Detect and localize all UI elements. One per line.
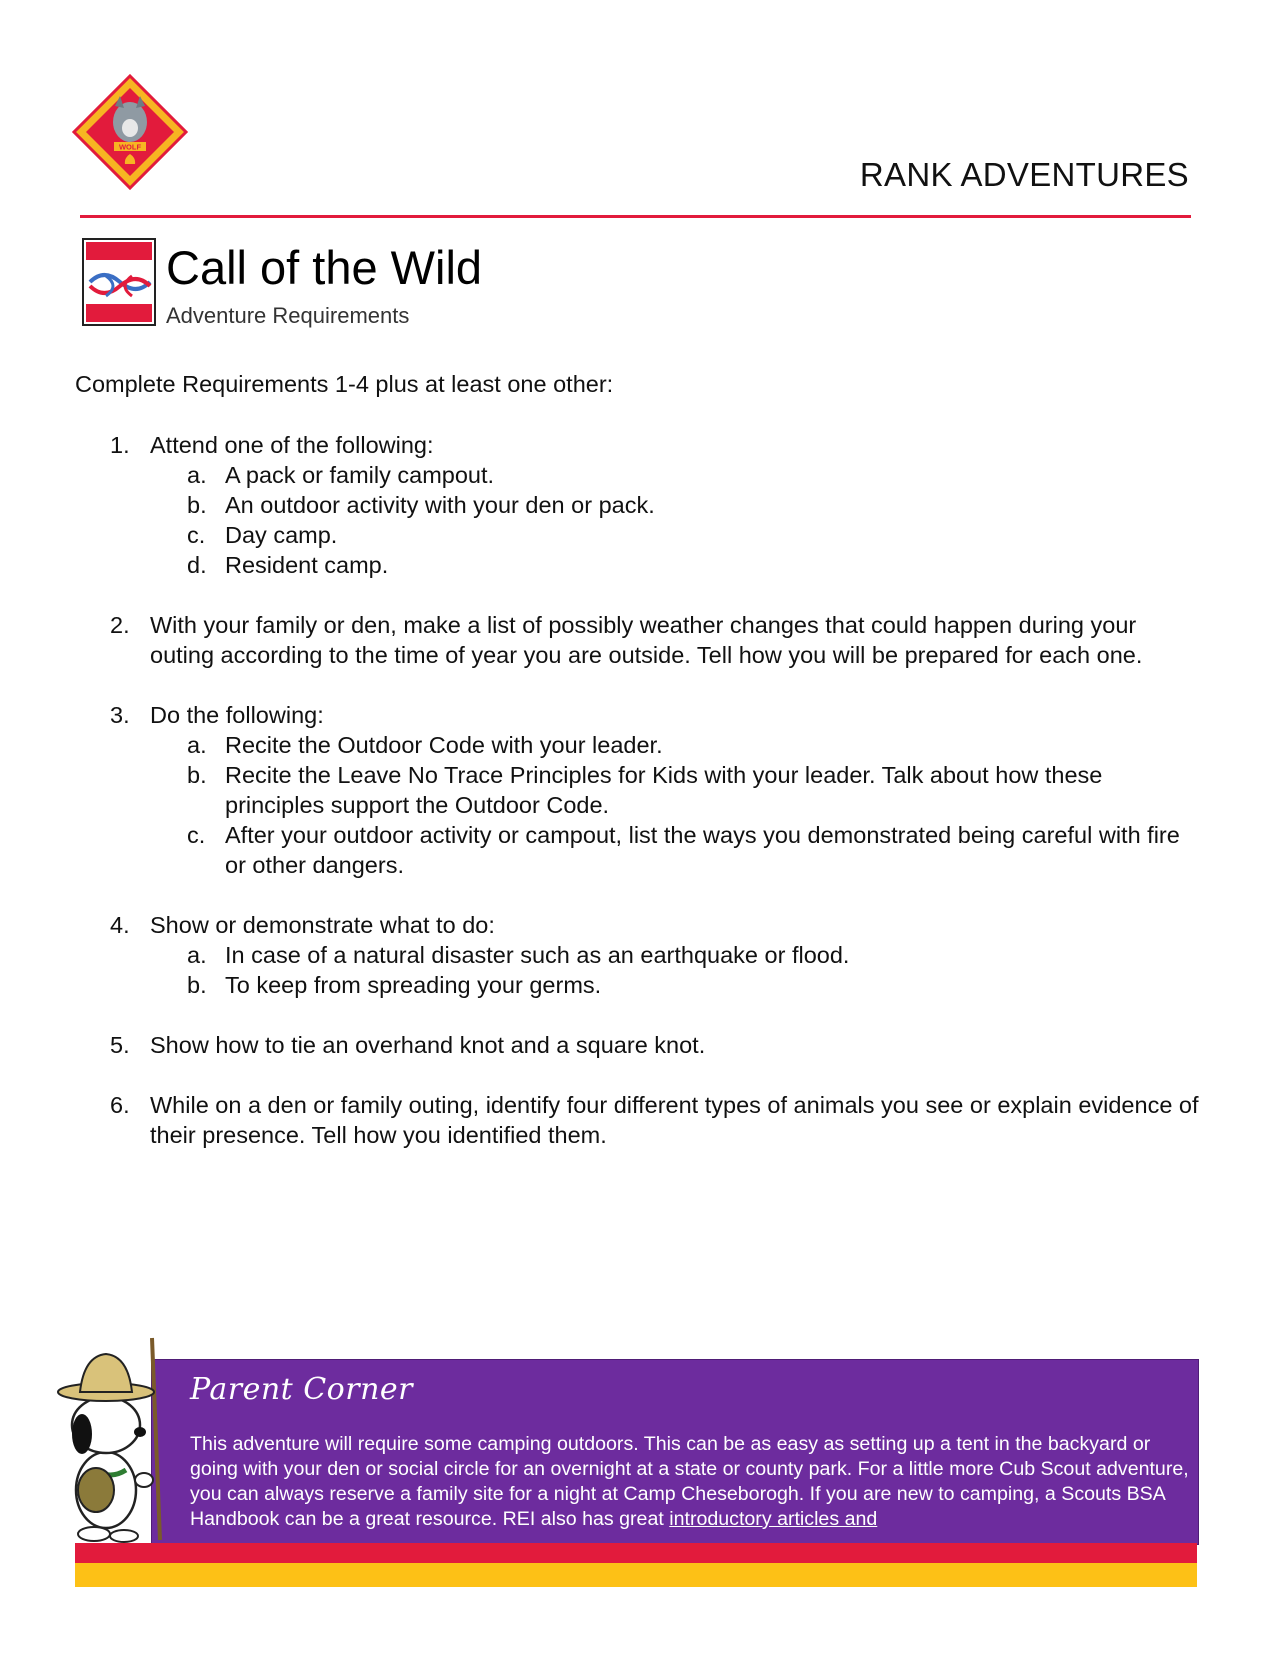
requirement-2 — [110, 610, 1200, 670]
rank-adventures-heading: RANK ADVENTURES — [859, 156, 1189, 193]
requirements-list — [110, 430, 1200, 1180]
sub-letter: a. — [187, 732, 207, 758]
sub-letter: d. — [187, 552, 207, 578]
sub-text: A pack or family campout. — [225, 462, 495, 488]
sub-requirement-3a — [150, 730, 1200, 760]
requirement-6 — [110, 1090, 1200, 1150]
rei-articles-link[interactable]: introductory articles and — [669, 1508, 878, 1530]
requirements-intro: Complete Requirements 1-4 plus at least one other: — [75, 371, 614, 397]
footer-yellow-stripe — [75, 1563, 1197, 1587]
square-knot-icon — [82, 238, 156, 326]
requirement-text: Show how to tie an overhand knot and a square knot. — [150, 1032, 706, 1058]
parent-corner-text — [190, 1432, 1190, 1532]
requirement-text: Do the following: — [150, 702, 324, 728]
requirement-text: Show or demonstrate what to do: — [150, 912, 495, 938]
sub-requirement-4a — [150, 940, 1200, 970]
requirement-number: 1. — [110, 432, 130, 458]
parent-corner-title: Parent Corner — [190, 1372, 414, 1407]
requirement-text: Attend one of the following: — [150, 432, 434, 458]
sub-letter: b. — [187, 492, 207, 518]
logo-text: WOLF — [118, 142, 142, 152]
requirement-text: With your family or den, make a list of possibly weather changes that could happen during your outing according to the time of year you are outside. Tell how you will be prepared for each one. — [150, 612, 1143, 668]
sub-letter: b. — [187, 762, 207, 788]
parent-corner-body: This adventure will require some camping outdoors. This can be as easy as setting up a tent in the backyard or going with your den or social circle for an overnight at a state or county park. For a little more Cub Scout adventure, you can always reserve a family site for a night at Camp Cheseborogh. If you are new to camping, a Scouts BSA Handbook can be a great resource. REI also has great — [190, 1433, 1189, 1530]
sub-requirement-1c — [150, 520, 1200, 550]
sub-requirement-3b — [150, 760, 1200, 820]
wolf-rank-logo — [72, 74, 188, 190]
sub-text: Recite the Outdoor Code with your leader. — [225, 732, 663, 758]
sub-text: After your outdoor activity or campout, list the ways you demonstrated being careful with fire or other dangers. — [225, 822, 1180, 878]
requirement-1 — [110, 430, 1200, 580]
sub-letter: a. — [187, 942, 207, 968]
sub-text: Day camp. — [225, 522, 338, 548]
requirement-number: 4. — [110, 912, 130, 938]
requirement-number: 2. — [110, 612, 130, 638]
sub-text: Recite the Leave No Trace Principles for Kids with your leader. Talk about how these principles support the Outdoor Code. — [225, 762, 1103, 818]
sub-text: Resident camp. — [225, 552, 389, 578]
sub-requirement-1d — [150, 550, 1200, 580]
requirement-4 — [110, 910, 1200, 1000]
sub-text: To keep from spreading your germs. — [225, 972, 602, 998]
footer-red-stripe — [75, 1543, 1197, 1563]
sub-requirement-1a — [150, 460, 1200, 490]
header-divider — [80, 215, 1191, 218]
sub-requirement-1b — [150, 490, 1200, 520]
sub-requirement-3c — [150, 820, 1200, 880]
requirement-text: While on a den or family outing, identify four different types of animals you see or explain evidence of their presence. Tell how you identified them. — [150, 1092, 1199, 1148]
sub-requirement-4b — [150, 970, 1200, 1000]
sub-letter: c. — [187, 822, 206, 848]
sub-letter: b. — [187, 972, 207, 998]
requirement-5 — [110, 1030, 1200, 1060]
requirement-number: 5. — [110, 1032, 130, 1058]
requirement-3 — [110, 700, 1200, 880]
sub-letter: a. — [187, 462, 207, 488]
requirement-number: 3. — [110, 702, 130, 728]
requirement-number: 6. — [110, 1092, 130, 1118]
snoopy-scout-illustration — [44, 1330, 194, 1548]
adventure-title: Call of the Wild — [166, 241, 483, 294]
sub-text: An outdoor activity with your den or pack. — [225, 492, 655, 518]
adventure-subtitle: Adventure Requirements — [166, 303, 410, 328]
sub-text: In case of a natural disaster such as an earthquake or flood. — [225, 942, 850, 968]
sub-letter: c. — [187, 522, 206, 548]
